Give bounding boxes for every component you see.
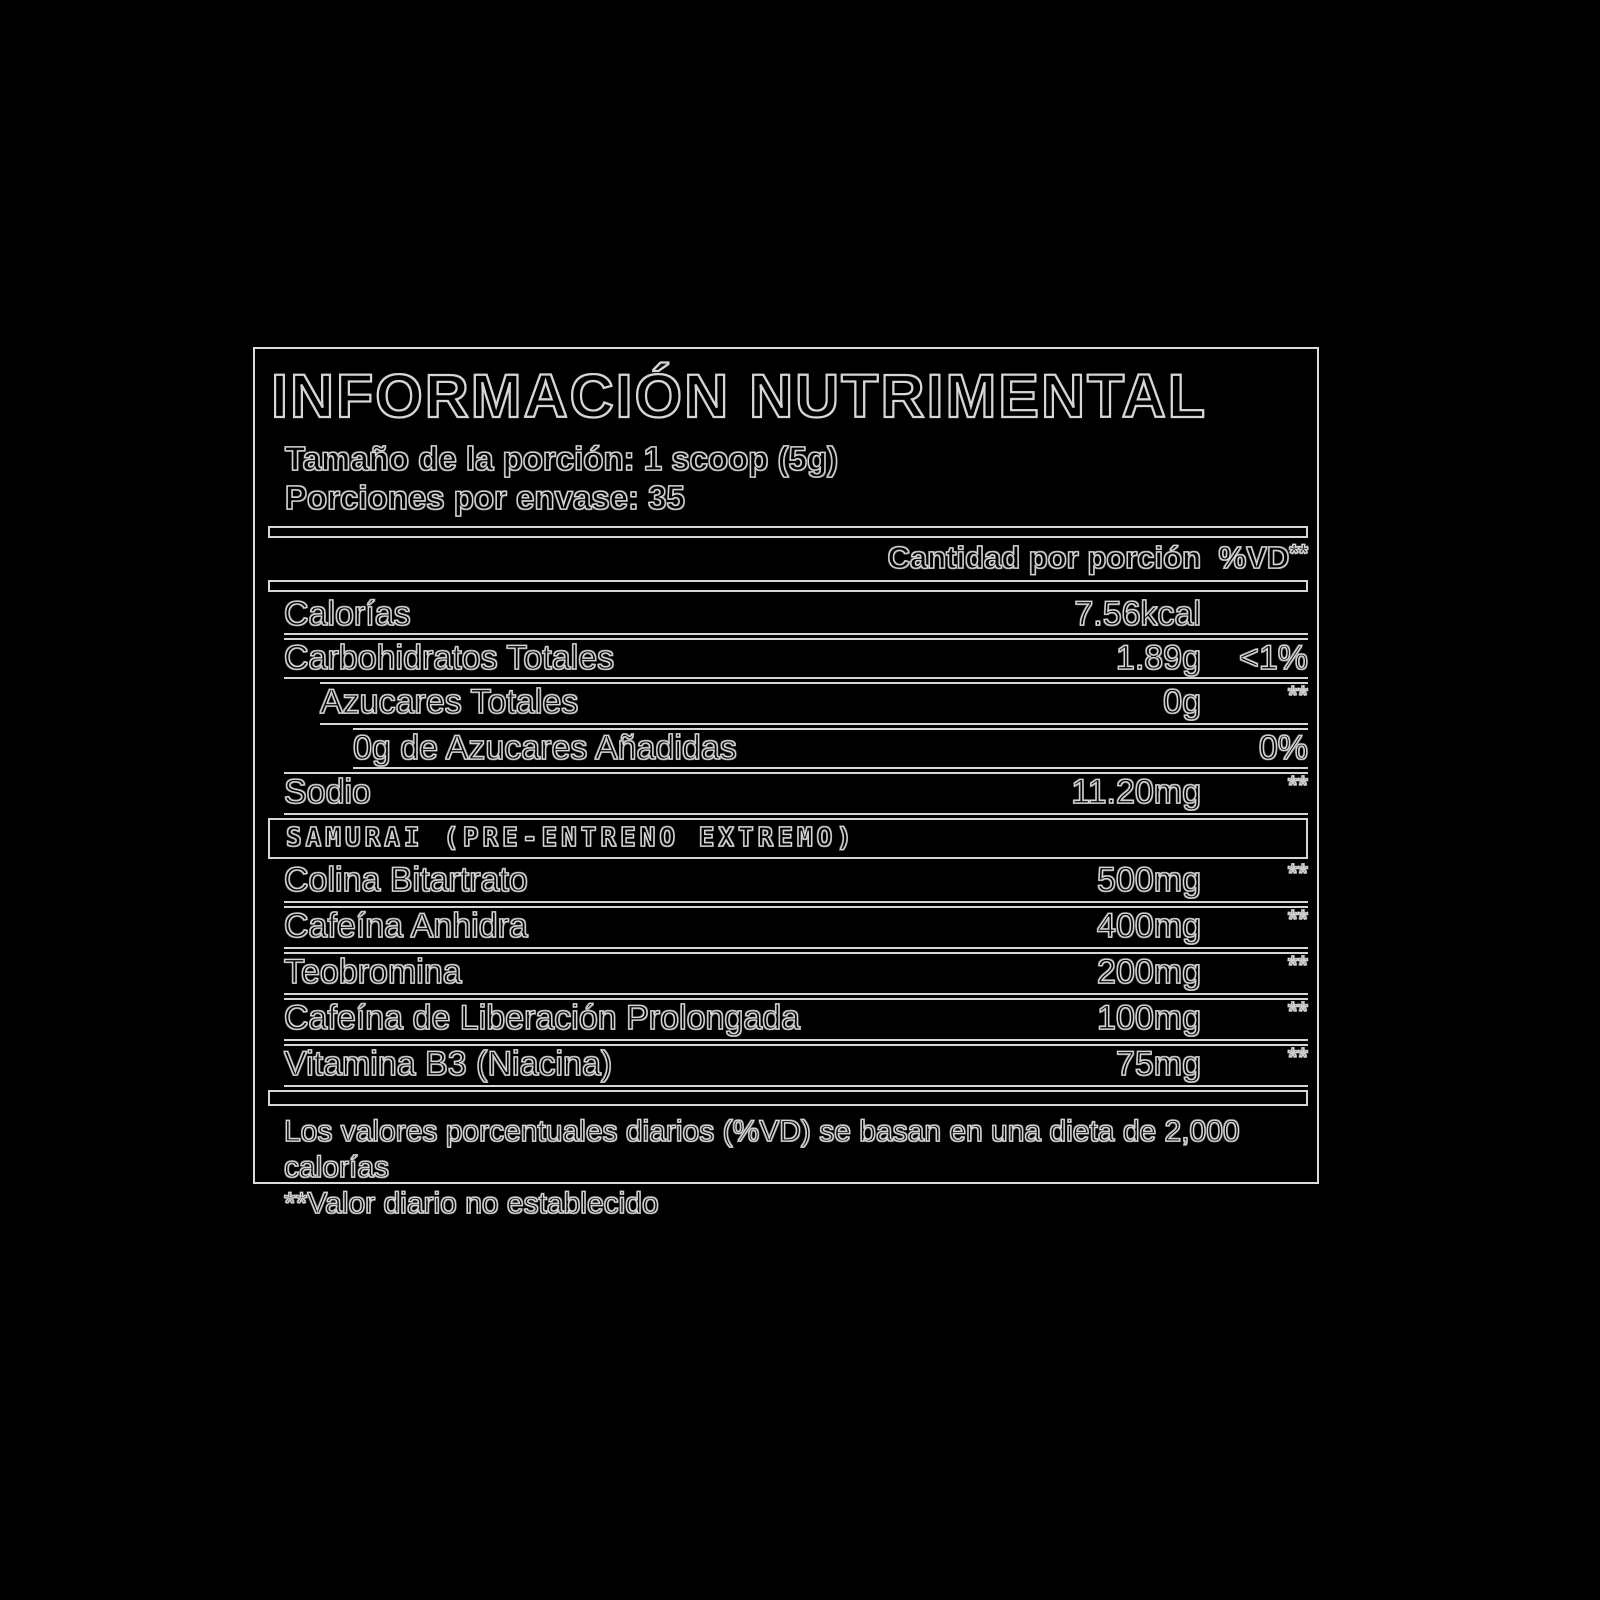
dv-not-established-marker: **	[1287, 770, 1308, 800]
nutrition-facts-panel	[253, 347, 1319, 1220]
nutrient-amount: 7.56kcal	[1074, 595, 1201, 633]
nutrient-name: Cafeína Anhidra	[284, 907, 528, 945]
nutrient-amount: 400mg	[1097, 907, 1201, 945]
footnote-daily-values: Los valores porcentuales diarios (%VD) se basan en una dieta de 2,000 calorías	[284, 1115, 1240, 1184]
nutrient-row	[284, 952, 1308, 995]
nutrient-amount: 0g	[1163, 683, 1201, 721]
nutrient-amount: 1.89g	[1115, 639, 1201, 677]
nutrient-amount: 11.20mg	[1071, 773, 1201, 811]
nutrient-row	[284, 1044, 1308, 1087]
nutrient-daily-value: <1%	[1239, 639, 1308, 677]
nutrient-amount: 500mg	[1097, 861, 1201, 899]
nutrient-name: Sodio	[284, 773, 371, 811]
dv-not-established-marker: **	[1287, 950, 1308, 980]
dv-not-established-marker: **	[1287, 858, 1308, 888]
amount-column-header: Cantidad por porción	[887, 540, 1201, 575]
nutrient-name: Colina Bitartrato	[284, 861, 528, 899]
nutrient-row	[284, 906, 1308, 949]
nutrient-name: Vitamina B3 (Niacina)	[284, 1045, 613, 1083]
serving-size-line: Tamaño de la porción: 1 scoop (5g)	[285, 440, 839, 477]
nutrient-daily-value	[1201, 858, 1308, 899]
nutrient-row	[284, 597, 1308, 635]
nutrient-row	[284, 858, 1308, 903]
nutrient-rows	[284, 597, 1308, 815]
dv-not-established-marker: **	[1287, 1042, 1308, 1072]
column-header-row	[268, 538, 1308, 580]
nutrient-amount: 75mg	[1115, 1045, 1201, 1083]
nutrient-name: Azucares Totales	[320, 683, 579, 721]
nutrient-name: Calorías	[284, 595, 411, 633]
nutrient-row	[284, 772, 1308, 815]
daily-value-column-header	[1201, 542, 1308, 577]
servings-per-container-line: Porciones por envase: 35	[285, 479, 685, 516]
serving-info	[285, 439, 1308, 517]
nutrient-row	[284, 638, 1308, 679]
nutrient-daily-value	[1201, 950, 1308, 991]
nutrient-amount: 100mg	[1097, 999, 1201, 1037]
nutrient-daily-value	[1201, 770, 1308, 811]
nutrient-daily-value	[1201, 904, 1308, 945]
dv-not-established-marker: **	[1287, 904, 1308, 934]
panel-title: INFORMACIÓN NUTRIMENTAL	[271, 362, 1208, 430]
section-rows	[284, 858, 1308, 1087]
nutrient-amount: 200mg	[1097, 953, 1201, 991]
nutrient-row	[284, 998, 1308, 1041]
separator-bar-header	[268, 580, 1308, 592]
nutrient-name: Carbohidratos Totales	[284, 639, 615, 677]
dv-not-established-marker: **	[1287, 996, 1308, 1026]
nutrient-row	[353, 728, 1308, 769]
section-header-band: SAMURAI (PRE-ENTRENO EXTREMO)	[268, 818, 1308, 859]
nutrient-daily-value	[1201, 680, 1308, 721]
daily-value-note-marker: **	[1289, 540, 1308, 567]
nutrient-daily-value	[1201, 1042, 1308, 1083]
nutrient-name: 0g de Azucares Añadidas	[353, 729, 737, 767]
separator-bar-footer	[268, 1090, 1308, 1106]
nutrient-daily-value	[1201, 996, 1308, 1037]
footnote-dv-not-established: **Valor diario no establecido	[284, 1187, 659, 1220]
footnotes	[284, 1114, 1308, 1222]
separator-bar-top	[268, 526, 1308, 538]
nutrient-daily-value: 0%	[1258, 729, 1308, 767]
dv-not-established-marker: **	[1287, 680, 1308, 710]
nutrient-name: Teobromina	[284, 953, 462, 991]
nutrient-name: Cafeína de Liberación Prolongada	[284, 999, 801, 1037]
daily-value-label: %VD	[1218, 540, 1290, 575]
nutrient-row	[320, 682, 1308, 725]
